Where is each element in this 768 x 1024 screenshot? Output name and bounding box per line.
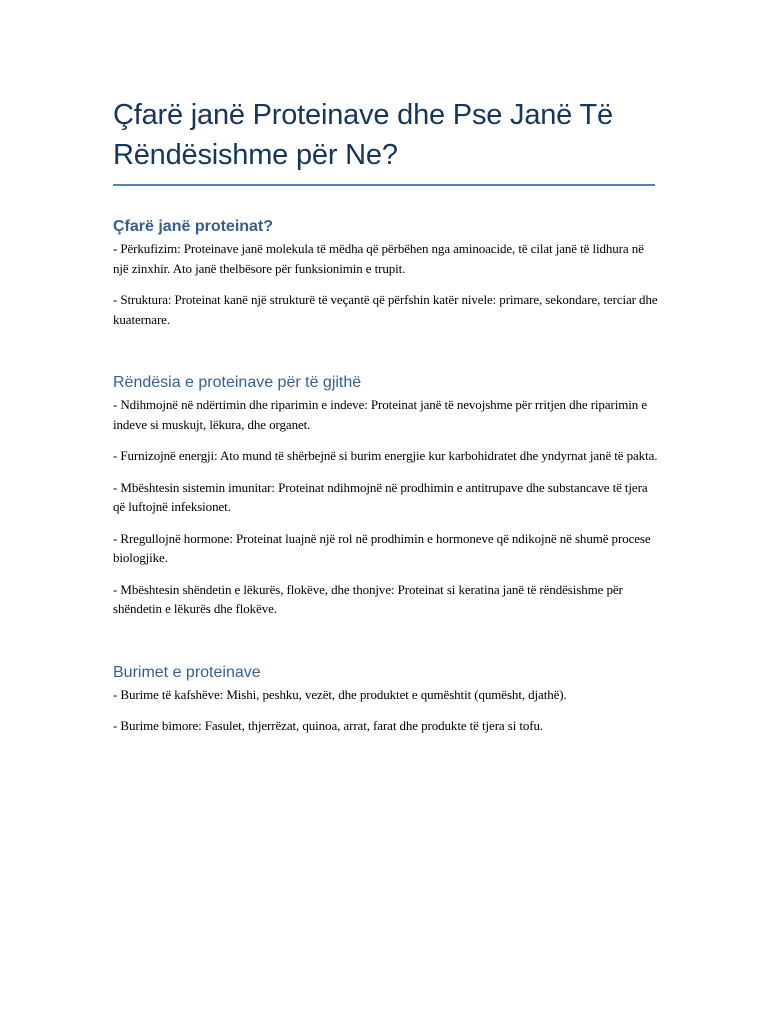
- document-content: [113, 95, 658, 748]
- section-heading: Burimet e proteinave: [113, 663, 261, 681]
- paragraph-definition: - Përkufizim: Proteinave janë molekula të mëdha që përbëhen nga aminoacide, të cilat janë të lidhura në një zinxhir. Ato janë thelbësore për funksionimin e trupit.: [113, 241, 644, 276]
- paragraph-structure: - Struktura: Proteinat kanë një strukturë të veçantë që përfshin katër nivele: primare, sekondare, terciar dhe kuaternare.: [113, 292, 658, 327]
- section-sources: [113, 631, 658, 736]
- paragraph-tissue-repair: - Ndihmojnë në ndërtimin dhe riparimin e indeve: Proteinat janë të nevojshme për rritjen dhe riparimin e indeve si muskujt, lëkura, dhe organet.: [113, 397, 647, 432]
- paragraph-hormones: - Rregullojnë hormone: Proteinat luajnë një rol në prodhimin e hormoneve që ndikojnë në shumë procese biologjike.: [113, 530, 651, 565]
- paragraph-plant-sources: - Burime bimore: Fasulet, thjerrëzat, quinoa, arrat, farat dhe produkte të tjera si tofu.: [113, 718, 544, 733]
- paragraph-animal-sources: - Burime të kafshëve: Mishi, peshku, vezët, dhe produktet e qumështit (qumësht, djathë).: [113, 686, 567, 702]
- paragraph-energy: - Furnizojnë energji: Ato mund të shërbejnë si burim energjie kur karbohidratet dhe yndyrnat janë të pakta.: [113, 448, 658, 463]
- section-heading: Rëndësia e proteinave për të gjithë: [113, 374, 362, 391]
- section-importance: [113, 341, 658, 619]
- document-title: Çfarë janë Proteinave dhe Pse Janë Të Rëndësishme për Ne?: [113, 99, 613, 171]
- section-heading: Çfarë janë proteinat?: [113, 218, 274, 235]
- section-what-are-proteins: [113, 186, 658, 329]
- paragraph-skin-hair-nails: - Mbështesin shëndetin e lëkurës, flokëve, dhe thonjve: Proteinat si keratina janë të rëndësishme për shëndetin e lëkurës dhe flokëve.: [113, 581, 623, 616]
- paragraph-immune-system: - Mbështesin sistemin imunitar: Proteinat ndihmojnë në prodhimin e antitrupave dhe substancave të tjera që luftojnë infeksionet.: [113, 479, 648, 514]
